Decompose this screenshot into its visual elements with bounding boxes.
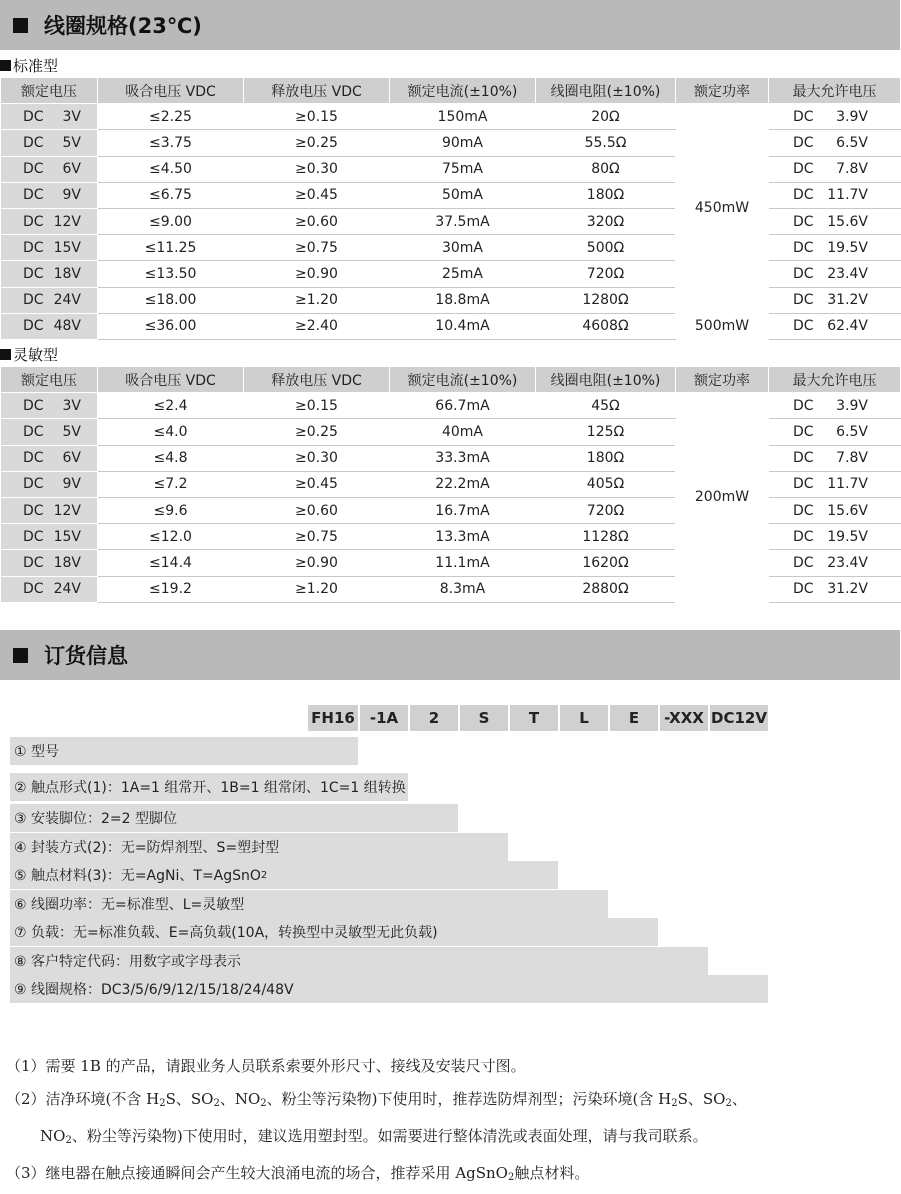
note-text: 、粉尘等污染物)下使用时，建议选用塑封型。如需要进行整体清洗或表面处理，请与我司联系。 (71, 1127, 708, 1145)
notes (6, 1050, 747, 1194)
release-voltage: ≥0.15 (244, 393, 390, 419)
coil-resistance: 180Ω (536, 182, 676, 208)
max-voltage-value: 6.5V (836, 423, 868, 440)
table-header-row (1, 78, 901, 104)
dc-prefix: DC (23, 476, 44, 493)
max-voltage (769, 313, 901, 339)
note-text: 、NO (219, 1090, 261, 1108)
rated-voltage-value: 9V (62, 476, 81, 493)
rated-current: 75mA (390, 156, 536, 182)
max-voltage (769, 104, 901, 130)
col-header: 额定电压 (1, 367, 98, 393)
max-voltage-value: 7.8V (836, 450, 868, 467)
rated-voltage (1, 156, 98, 182)
code-segment-customer: -XXX (660, 705, 708, 731)
dc-prefix: DC (793, 239, 814, 256)
dc-prefix: DC (23, 318, 44, 335)
pickup-voltage: ≤2.25 (98, 104, 244, 130)
order-item-coil: ⑨ 线圈规格：DC3/5/6/9/12/15/18/24/48V (10, 975, 768, 1003)
max-voltage (769, 550, 901, 576)
max-voltage-value: 3.9V (836, 397, 868, 414)
standard-spec-table (0, 77, 901, 340)
note-3 (6, 1157, 747, 1194)
rated-voltage-value: 18V (53, 265, 81, 282)
rated-current: 22.2mA (390, 471, 536, 497)
col-header: 额定电流(±10%) (390, 78, 536, 104)
rated-voltage (1, 313, 98, 339)
col-header: 额定功率 (676, 78, 769, 104)
rated-current: 30mA (390, 235, 536, 261)
max-voltage (769, 393, 901, 419)
dc-prefix: DC (23, 528, 44, 545)
max-voltage (769, 524, 901, 550)
coil-resistance: 45Ω (536, 393, 676, 419)
square-bullet-icon (0, 60, 11, 71)
release-voltage: ≥0.25 (244, 130, 390, 156)
coil-resistance: 180Ω (536, 445, 676, 471)
subscript: 2 (65, 1135, 72, 1146)
release-voltage: ≥0.25 (244, 419, 390, 445)
max-voltage (769, 497, 901, 523)
dc-prefix: DC (793, 213, 814, 230)
note-text: S、SO (677, 1090, 726, 1108)
order-info-title: 订货信息 (44, 644, 128, 668)
max-voltage (769, 419, 901, 445)
max-voltage-value: 31.2V (827, 581, 868, 598)
rated-voltage-value: 48V (53, 318, 81, 335)
max-voltage-value: 23.4V (827, 554, 868, 571)
coil-resistance: 1620Ω (536, 550, 676, 576)
rated-voltage (1, 393, 98, 419)
sensitive-title: 灵敏型 (13, 346, 59, 364)
rated-current: 13.3mA (390, 524, 536, 550)
code-segment-power: L (560, 705, 608, 731)
dc-prefix: DC (23, 239, 44, 256)
dc-prefix: DC (23, 134, 44, 151)
standard-subtitle (0, 55, 58, 76)
coil-resistance: 125Ω (536, 419, 676, 445)
dc-prefix: DC (793, 318, 814, 335)
subscript: 2 (159, 1098, 166, 1109)
max-voltage-value: 15.6V (827, 213, 868, 230)
col-header: 额定电流(±10%) (390, 367, 536, 393)
rated-voltage (1, 235, 98, 261)
pickup-voltage: ≤14.4 (98, 550, 244, 576)
pickup-voltage: ≤9.00 (98, 208, 244, 234)
order-item-power: ⑥ 线圈功率：无=标准型、L=灵敏型 (10, 890, 608, 918)
note-1: （1）需要 1B 的产品，请跟业务人员联系索要外形尺寸、接线及安装尺寸图。 (6, 1057, 526, 1075)
col-header: 最大允许电压 (769, 78, 901, 104)
rated-voltage (1, 104, 98, 130)
col-header: 吸合电压 VDC (98, 367, 244, 393)
dc-prefix: DC (793, 554, 814, 571)
max-voltage-value: 11.7V (827, 476, 868, 493)
order-item-model: ① 型号 (10, 737, 358, 765)
dc-prefix: DC (793, 423, 814, 440)
pickup-voltage: ≤4.50 (98, 156, 244, 182)
standard-title: 标准型 (13, 57, 59, 75)
subscript: 2 (507, 1172, 515, 1183)
note-2-line2 (6, 1120, 747, 1157)
max-voltage-value: 3.9V (836, 108, 868, 125)
code-segment-pin: 2 (410, 705, 458, 731)
col-header: 释放电压 VDC (244, 78, 390, 104)
rated-voltage-value: 24V (53, 581, 81, 598)
dc-prefix: DC (793, 502, 814, 519)
rated-current: 10.4mA (390, 313, 536, 339)
rated-voltage (1, 208, 98, 234)
pickup-voltage: ≤7.2 (98, 471, 244, 497)
square-bullet-icon (13, 18, 28, 33)
table-header-row (1, 367, 901, 393)
coil-resistance: 500Ω (536, 235, 676, 261)
coil-resistance: 4608Ω (536, 313, 676, 339)
rated-current: 33.3mA (390, 445, 536, 471)
release-voltage: ≥0.45 (244, 182, 390, 208)
release-voltage: ≥0.30 (244, 445, 390, 471)
release-voltage: ≥0.15 (244, 104, 390, 130)
dc-prefix: DC (23, 161, 44, 178)
max-voltage (769, 208, 901, 234)
dc-prefix: DC (793, 265, 814, 282)
order-info-header (0, 630, 900, 680)
pickup-voltage: ≤3.75 (98, 130, 244, 156)
sensitive-spec-table (0, 366, 901, 603)
dc-prefix: DC (23, 292, 44, 309)
max-voltage-value: 31.2V (827, 292, 868, 309)
pickup-voltage: ≤6.75 (98, 182, 244, 208)
rated-voltage-value: 5V (62, 134, 81, 151)
code-segment-model: FH16 (308, 705, 358, 731)
table-row (1, 313, 901, 339)
release-voltage: ≥1.20 (244, 576, 390, 602)
release-voltage: ≥0.90 (244, 550, 390, 576)
coil-resistance: 55.5Ω (536, 130, 676, 156)
subscript: 2 (213, 1098, 220, 1109)
rated-voltage-value: 12V (53, 213, 81, 230)
note-text: 触点材料。 (514, 1164, 590, 1182)
dc-prefix: DC (793, 292, 814, 309)
max-voltage (769, 445, 901, 471)
subscript: 2 (260, 1098, 267, 1109)
rated-voltage-value: 5V (62, 423, 81, 440)
max-voltage (769, 182, 901, 208)
note-text: S、SO (165, 1090, 214, 1108)
order-code-row (0, 705, 900, 731)
order-item-package: ④ 封装方式(2)：无=防焊剂型、S=塑封型 (10, 833, 508, 861)
rated-voltage-value: 6V (62, 161, 81, 178)
dc-prefix: DC (23, 397, 44, 414)
release-voltage: ≥0.30 (244, 156, 390, 182)
dc-prefix: DC (793, 397, 814, 414)
pickup-voltage: ≤19.2 (98, 576, 244, 602)
dc-prefix: DC (23, 213, 44, 230)
rated-voltage (1, 445, 98, 471)
dc-prefix: DC (23, 450, 44, 467)
rated-power: 200mW (676, 393, 769, 603)
coil-resistance: 80Ω (536, 156, 676, 182)
rated-voltage (1, 419, 98, 445)
coil-resistance: 1280Ω (536, 287, 676, 313)
rated-voltage-value: 15V (53, 239, 81, 256)
coil-resistance: 720Ω (536, 261, 676, 287)
order-item-customer: ⑧ 客户特定代码：用数字或字母表示 (10, 947, 708, 975)
rated-voltage (1, 550, 98, 576)
release-voltage: ≥0.60 (244, 208, 390, 234)
rated-voltage (1, 471, 98, 497)
release-voltage: ≥0.45 (244, 471, 390, 497)
rated-current: 37.5mA (390, 208, 536, 234)
rated-current: 50mA (390, 182, 536, 208)
rated-voltage-value: 9V (62, 187, 81, 204)
rated-voltage-value: 3V (62, 397, 81, 414)
col-header: 最大允许电压 (769, 367, 901, 393)
max-voltage-value: 23.4V (827, 265, 868, 282)
rated-voltage (1, 182, 98, 208)
rated-voltage (1, 576, 98, 602)
order-item-material-text: ⑤ 触点材料(3)：无=AgNi、T=AgSnO (14, 868, 261, 884)
note-text: 、 (731, 1090, 747, 1108)
dc-prefix: DC (23, 187, 44, 204)
rated-current: 150mA (390, 104, 536, 130)
subscript: 2 (725, 1098, 732, 1109)
dc-prefix: DC (23, 108, 44, 125)
code-segment-material: T (510, 705, 558, 731)
release-voltage: ≥0.60 (244, 497, 390, 523)
dc-prefix: DC (793, 134, 814, 151)
dc-prefix: DC (793, 581, 814, 598)
code-segment-coil: DC12V (710, 705, 768, 731)
max-voltage-value: 15.6V (827, 502, 868, 519)
rated-current: 16.7mA (390, 497, 536, 523)
rated-current: 40mA (390, 419, 536, 445)
col-header: 额定功率 (676, 367, 769, 393)
dc-prefix: DC (23, 581, 44, 598)
dc-prefix: DC (23, 265, 44, 282)
pickup-voltage: ≤2.4 (98, 393, 244, 419)
max-voltage-value: 7.8V (836, 161, 868, 178)
max-voltage (769, 576, 901, 602)
release-voltage: ≥0.75 (244, 235, 390, 261)
col-header: 线圈电阻(±10%) (536, 367, 676, 393)
coil-spec-header (0, 0, 900, 50)
max-voltage (769, 471, 901, 497)
rated-voltage-value: 15V (53, 528, 81, 545)
release-voltage: ≥0.90 (244, 261, 390, 287)
dc-prefix: DC (793, 476, 814, 493)
square-bullet-icon (13, 648, 28, 663)
note-text: （3）继电器在触点接通瞬间会产生较大浪涌电流的场合，推荐采用 AgSnO (6, 1164, 508, 1182)
max-voltage (769, 287, 901, 313)
dc-prefix: DC (793, 108, 814, 125)
max-voltage-value: 11.7V (827, 187, 868, 204)
table-row (1, 104, 901, 130)
max-voltage-value: 19.5V (827, 239, 868, 256)
rated-current: 18.8mA (390, 287, 536, 313)
col-header: 线圈电阻(±10%) (536, 78, 676, 104)
max-voltage (769, 156, 901, 182)
coil-resistance: 2880Ω (536, 576, 676, 602)
dc-prefix: DC (793, 187, 814, 204)
col-header: 额定电压 (1, 78, 98, 104)
dc-prefix: DC (23, 554, 44, 571)
coil-spec-title: 线圈规格(23℃) (44, 14, 202, 38)
order-item-material (10, 861, 558, 889)
code-segment-load: E (610, 705, 658, 731)
max-voltage-value: 6.5V (836, 134, 868, 151)
max-voltage (769, 235, 901, 261)
pickup-voltage: ≤13.50 (98, 261, 244, 287)
rated-power: 500mW (676, 313, 769, 339)
dc-prefix: DC (793, 161, 814, 178)
dc-prefix: DC (793, 528, 814, 545)
rated-voltage-value: 12V (53, 502, 81, 519)
note-text: （2）洁净环境(不含 H (6, 1090, 160, 1108)
rated-voltage (1, 287, 98, 313)
rated-voltage-value: 6V (62, 450, 81, 467)
pickup-voltage: ≤12.0 (98, 524, 244, 550)
rated-voltage (1, 524, 98, 550)
coil-resistance: 320Ω (536, 208, 676, 234)
coil-resistance: 405Ω (536, 471, 676, 497)
coil-resistance: 720Ω (536, 497, 676, 523)
release-voltage: ≥2.40 (244, 313, 390, 339)
max-voltage (769, 130, 901, 156)
coil-resistance: 20Ω (536, 104, 676, 130)
code-segment-package: S (460, 705, 508, 731)
release-voltage: ≥1.20 (244, 287, 390, 313)
pickup-voltage: ≤11.25 (98, 235, 244, 261)
table-row (1, 393, 901, 419)
dc-prefix: DC (23, 502, 44, 519)
order-item-pin: ③ 安装脚位：2=2 型脚位 (10, 804, 458, 832)
subscript: 2 (260, 869, 268, 881)
release-voltage: ≥0.75 (244, 524, 390, 550)
rated-current: 66.7mA (390, 393, 536, 419)
pickup-voltage: ≤9.6 (98, 497, 244, 523)
pickup-voltage: ≤36.00 (98, 313, 244, 339)
pickup-voltage: ≤18.00 (98, 287, 244, 313)
dc-prefix: DC (23, 423, 44, 440)
pickup-voltage: ≤4.0 (98, 419, 244, 445)
rated-voltage (1, 497, 98, 523)
note-text: 、粉尘等污染物)下使用时，推荐选防焊剂型；污染环境(含 H (266, 1090, 672, 1108)
code-segment-contact: -1A (360, 705, 408, 731)
rated-current: 11.1mA (390, 550, 536, 576)
rated-voltage (1, 261, 98, 287)
rated-current: 8.3mA (390, 576, 536, 602)
max-voltage-value: 19.5V (827, 528, 868, 545)
subscript: 2 (671, 1098, 678, 1109)
sensitive-subtitle (0, 344, 58, 365)
rated-voltage-value: 24V (53, 292, 81, 309)
pickup-voltage: ≤4.8 (98, 445, 244, 471)
dc-prefix: DC (793, 450, 814, 467)
order-item-load: ⑦ 负载：无=标准负载、E=高负载(10A，转换型中灵敏型无此负载) (10, 918, 658, 946)
rated-current: 90mA (390, 130, 536, 156)
max-voltage (769, 261, 901, 287)
order-item-contact: ② 触点形式(1)：1A=1 组常开、1B=1 组常闭、1C=1 组转换 (10, 773, 408, 801)
rated-power: 450mW (676, 104, 769, 314)
col-header: 释放电压 VDC (244, 367, 390, 393)
rated-voltage (1, 130, 98, 156)
rated-voltage-value: 18V (53, 554, 81, 571)
rated-current: 25mA (390, 261, 536, 287)
coil-resistance: 1128Ω (536, 524, 676, 550)
col-header: 吸合电压 VDC (98, 78, 244, 104)
note-text: NO (40, 1127, 66, 1145)
rated-voltage-value: 3V (62, 108, 81, 125)
note-2-line1 (6, 1083, 747, 1120)
max-voltage-value: 62.4V (827, 318, 868, 335)
square-bullet-icon (0, 349, 11, 360)
